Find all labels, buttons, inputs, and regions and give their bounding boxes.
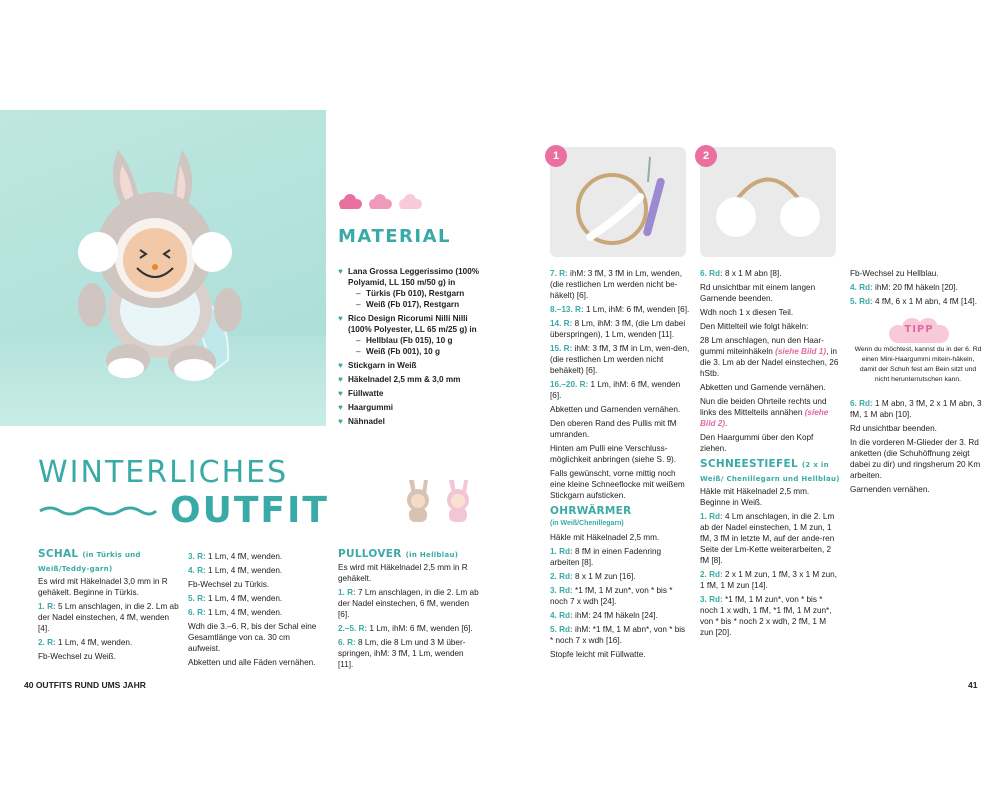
schal-heading: SCHAL (in Türkis und Weiß/Teddy-garn) [38, 548, 141, 573]
heart-bullet-icon: ♥ [338, 389, 343, 398]
footer-right-page-number: 41 [968, 680, 978, 690]
material-item: ♥ Häkelnadel 2,5 mm & 3,0 mm [338, 375, 461, 384]
ear-muffs-icon [700, 147, 836, 257]
material-item: ♥ Stickgarn in Weiß [338, 361, 417, 370]
schal-continued-section: 3. R: 1 Lm, 4 fM, wenden. 4. R: 1 Lm, 4 fM, wenden. Fb-Wechsel zu Türkis. 5. R: 1 Lm, 4 fM, wenden. 6. R: 1 Lm, 4 fM, wenden. Wdh die 3.–6. R, bis der Schal eine Gesamtlänge von ca. 30 cm aufweist. Abketten und alle Fäden vernähen. [188, 552, 317, 667]
amigurumi-photo [0, 110, 326, 426]
page-title-line1: WINTERLICHES [38, 455, 289, 490]
pullover-heading: PULLOVER (in Hellblau) [338, 548, 459, 560]
bunny-doll-illustration [0, 110, 326, 426]
cloud-decoration-icons [336, 192, 436, 212]
pullover-continued-section: 7. R: ihM: 3 fM, 3 fM in Lm, wenden, (die restlichen Lm werden nicht be-häkelt) [6]. 8.–13. R: 1 Lm, ihM: 6 fM, wenden [6]. 14. R: 8 Lm, ihM: 3 fM, (die Lm dabei überspringen), 1 Lm, wenden [11]. 15. R: ihM: 3 fM, 3 fM in Lm, wen-den, (die restlichen Lm werden nicht behäkelt) [6]. 16.–20. R: 1 Lm, ihM: 6 fM, wenden [6]. Abketten und Garnenden vernähen. Den oberen Rand des Pullis mit fM umranden. Hinten am Pulli eine Verschluss-möglichkeit anbringen (siehe S. 9). Falls gewünscht, vorne mittig noch eine kleine Schneeflocke mit weißem Stickgarn aufsticken. OHRWÄRMER (in Weiß/Chenillegarn) Häkle mit Häkelnadel 2,5 mm. 1. Rd: 8 fM in einen Fadenring arbeiten [8]. 2. Rd: 8 x 1 M zun [16]. 3. Rd: *1 fM, 1 M zun*, von * bis * noch 7 x wdh [24]. 4. Rd: ihM: 24 fM häkeln [24]. 5. Rd: ihM: *1 fM, 1 M abn*, von * bis * noch 7 x wdh [16]. Stopfe leicht mit Füllwatte. [550, 269, 690, 659]
material-heading: MATERIAL [338, 226, 451, 247]
tipp-label: TIPP [904, 324, 934, 335]
material-item: ♥ Rico Design Ricorumi Nilli Nilli (100% Polyester, LL 65 m/25 g) in – Hellblau (Fb 015), 10 g – Weiß (Fb 001), 10 g [338, 314, 477, 356]
hair-tie-crochet-icon [550, 147, 686, 257]
material-item: ♥ Füllwatte [338, 389, 384, 398]
page-title-line2: OUTFIT [170, 490, 329, 531]
heart-bullet-icon: ♥ [338, 361, 343, 370]
material-item: ♥ Nähnadel [338, 417, 385, 426]
step-number-badge: 2 [695, 145, 717, 167]
wave-decoration-icon [38, 505, 158, 517]
schneestiefel-heading: SCHNEESTIEFEL (2 x in Weiß/ Chenillegarn und Hellblau) [700, 458, 840, 483]
schneestiefel-continued-section: Fb-Wechsel zu Hellblau. 4. Rd: ihM: 20 fM häkeln [20]. 5. Rd: 4 fM, 6 x 1 M abn, 4 fM [14]. [850, 269, 977, 306]
material-item: ♥ Haargummi [338, 403, 394, 412]
heart-bullet-icon: ♥ [338, 314, 343, 323]
heart-bullet-icon: ♥ [338, 375, 343, 384]
material-list [338, 266, 488, 430]
schneestiefel-end-section: 6. Rd: 1 M abn, 3 fM, 2 x 1 M abn, 3 fM, 1 M abn [10]. Rd unsichtbar beenden. In die vorderen M-Glieder der 3. Rd anketten (die Schuhöffnung zeigt dabei zu dir) und ringsherum 20 Km arbeiten. Garnenden vernähen. [850, 399, 982, 494]
heart-bullet-icon: ♥ [338, 267, 343, 276]
pullover-section: PULLOVER (in Hellblau) Es wird mit Häkelnadel 2,5 mm in R gehäkelt. 1. R: 7 Lm anschlagen, in die 2. Lm ab der Nadel einstechen, 6 fM, wenden [6]. 2.–5. R: 1 Lm, ihM: 6 fM, wenden [6]. 6. R: 8 Lm, die 8 Lm und 3 M über-springen, ihM: 3 fM, 1 Lm, wenden [11]. [338, 548, 479, 669]
schal-section: SCHAL (in Türkis und Weiß/Teddy-garn) Es wird mit Häkelnadel 3,0 mm in R gehäkelt. Beginne in Türkis. 1. R: 5 Lm anschlagen, in die 2. Lm ab der Nadel einstechen, 4 fM, wenden [4]. 2. R: 1 Lm, 4 fM, wenden. Fb-Wechsel zu Weiß. [38, 548, 179, 661]
footer-left-page-number: 40 OUTFITS RUND UMS JAHR [24, 680, 146, 690]
material-item: ♥ Lana Grossa Leggerissimo (100% Polyamid, LL 150 m/50 g) in – Türkis (Fb 010), Restgarn – Weiß (Fb 017), Restgarn [338, 267, 480, 309]
heart-bullet-icon: ♥ [338, 417, 343, 426]
step-photo-1 [550, 147, 686, 257]
step-number-badge: 1 [545, 145, 567, 167]
ohrwaermer-heading: OHRWÄRMER [550, 505, 632, 517]
step-photo-2 [700, 147, 836, 257]
tipp-text: Wenn du möchtest, kannst du in der 6. Rd einen Mini-Haargummi mitein-häkeln, damit der Schuh fest am Bein sitzt und nicht herunterrutschen kann. [854, 346, 982, 383]
heart-bullet-icon: ♥ [338, 403, 343, 412]
mini-bunnies-illustration [400, 478, 482, 526]
ohrwaermer-continued-section: 6. Rd: 8 x 1 M abn [8]. Rd unsichtbar mit einem langen Garnende beenden. Wdh noch 1 x diesen Teil. Den Mittelteil wie folgt häkeln: 28 Lm anschlagen, nun den Haar-gummi miteinhäkeln (siehe Bild 1), in die 3. Lm ab der Nadel einstechen, 26 hStb. Abketten und Garnende vernähen. Nun die beiden Ohrteile rechts und links des Mittelteils annähen (siehe Bild 2). Den Haargummi über den Kopf ziehen. SCHNEESTIEFEL (2 x in Weiß/ Chenillegarn und Hellblau) Häkle mit Häkelnadel 2,5 mm. Beginne in Weiß. 1. Rd: 4 Lm anschlagen, in die 2. Lm ab der Nadel einstechen, 1 M zun, 1 fM, 3 fM in letzte M, auf der ande-ren Seite der Lm-Kette weiterarbeiten, 2 fM [8]. 2. Rd: 2 x 1 M zun, 1 fM, 3 x 1 M zun, 1 fM, 1 M zun [14]. 3. Rd: *1 fM, 1 M zun*, von * bis * noch 1 x wdh, 1 fM, *1 fM, 1 M zun*, von * bis * noch 2 x wdh, 2 fM, 1 M zun [20]. [700, 269, 840, 637]
